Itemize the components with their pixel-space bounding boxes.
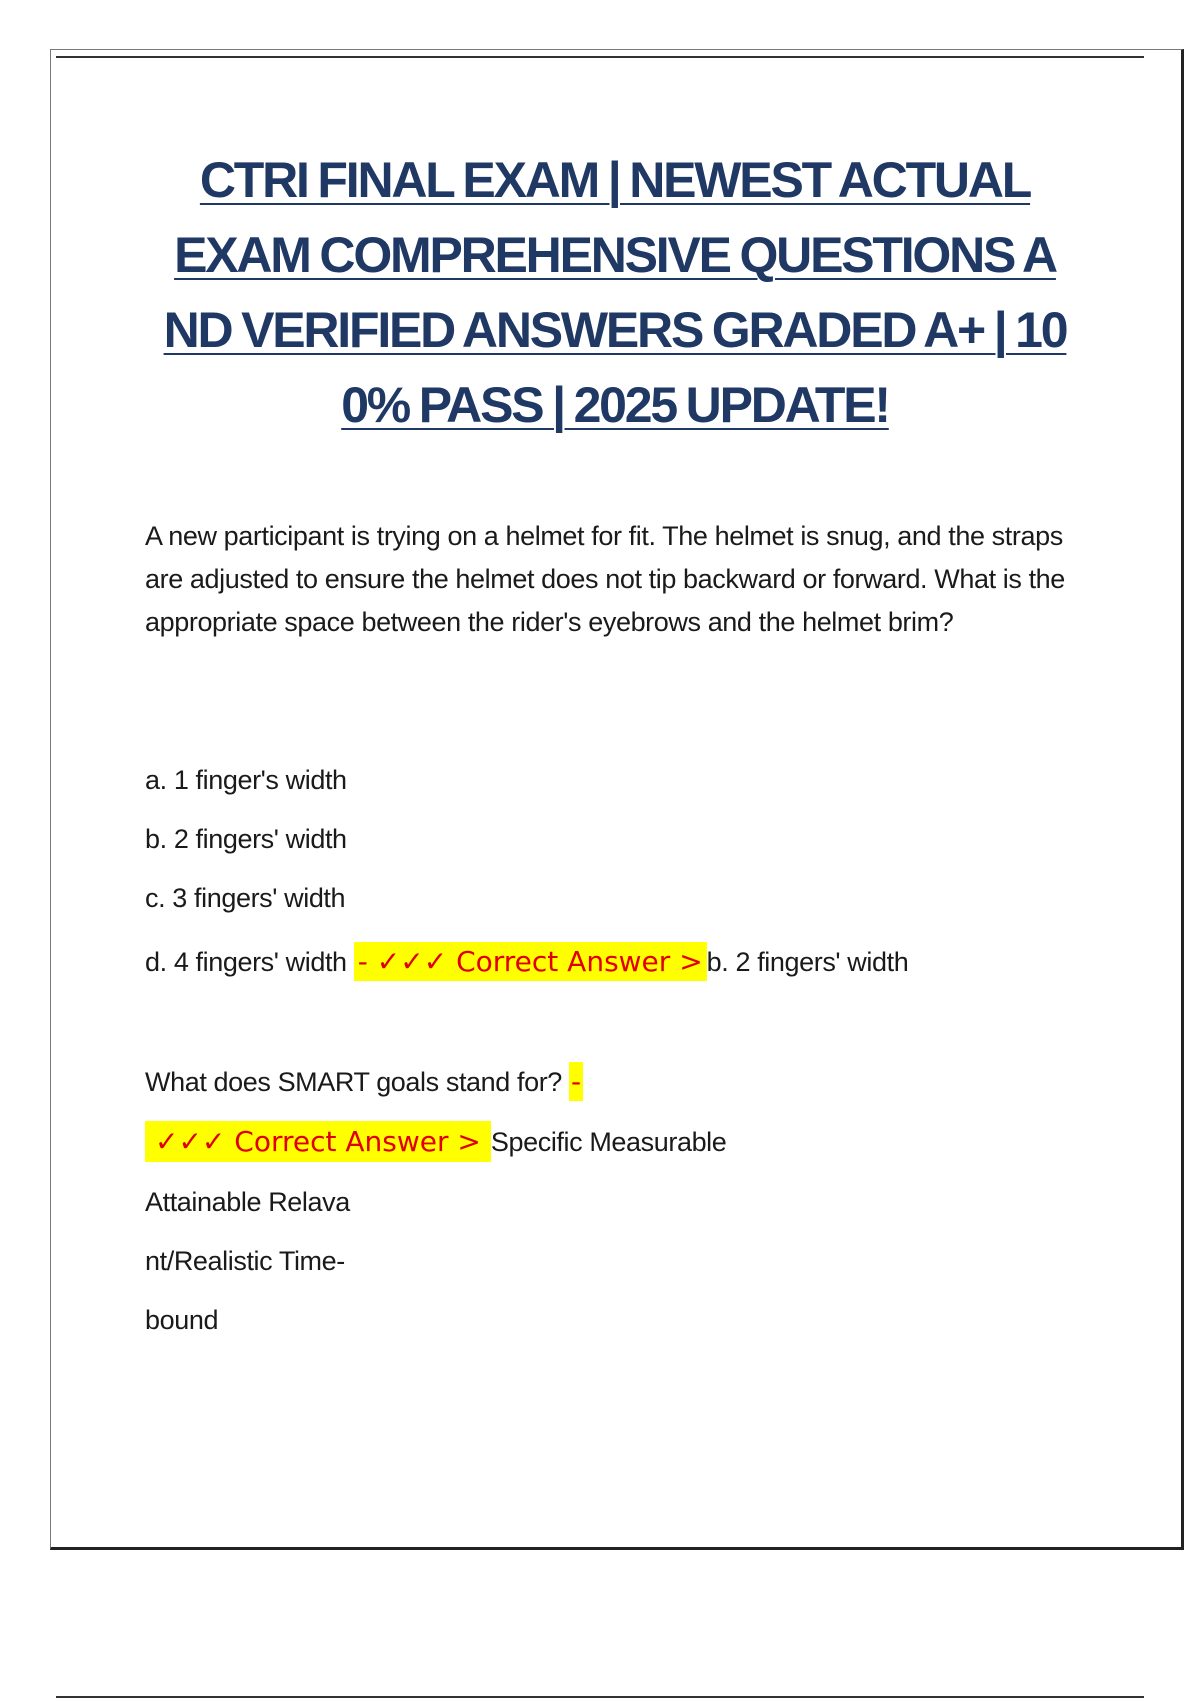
answer-line: bound (145, 1305, 219, 1335)
title-line: 0% PASS | 2025 UPDATE! (341, 377, 889, 433)
question-1-text: A new participant is trying on a helmet for fit. The helmet is snug, and the straps are adjusted to ensure the helmet does not tip backward or forward. What is the appropriate space between the rider's eyebrows and the helmet brim? (145, 521, 1065, 637)
question-2-answer-row (145, 1122, 726, 1162)
option-b: b. 2 fingers' width (145, 824, 347, 854)
answer-dash-marker: - (569, 1062, 583, 1101)
title-line: ND VERIFIED ANSWERS GRADED A+ | 10 (163, 302, 1067, 358)
title-line: CTRI FINAL EXAM | NEWEST ACTUAL (199, 152, 1031, 208)
option-c: c. 3 fingers' width (145, 883, 346, 913)
correct-answer-marker: ✓✓✓ Correct Answer > (145, 1121, 491, 1162)
question-2-row (145, 1062, 583, 1102)
correct-answer-marker: - ✓✓✓ Correct Answer > (354, 942, 707, 981)
option-d-row (145, 942, 908, 982)
correct-answer: b. 2 fingers' width (706, 947, 909, 977)
option-a: a. 1 finger's width (145, 765, 347, 795)
question-2-text: What does SMART goals stand for? (145, 1067, 562, 1097)
title-line: EXAM COMPREHENSIVE QUESTIONS A (174, 227, 1056, 283)
answer-line: Specific Measurable (490, 1127, 727, 1157)
document-title (140, 143, 1090, 443)
bottom-rule (56, 1696, 1144, 1698)
answer-line: Attainable Relava (145, 1187, 350, 1217)
answer-line: nt/Realistic Time- (145, 1246, 345, 1276)
top-rule (56, 56, 1144, 58)
option-d: d. 4 fingers' width (145, 947, 347, 977)
